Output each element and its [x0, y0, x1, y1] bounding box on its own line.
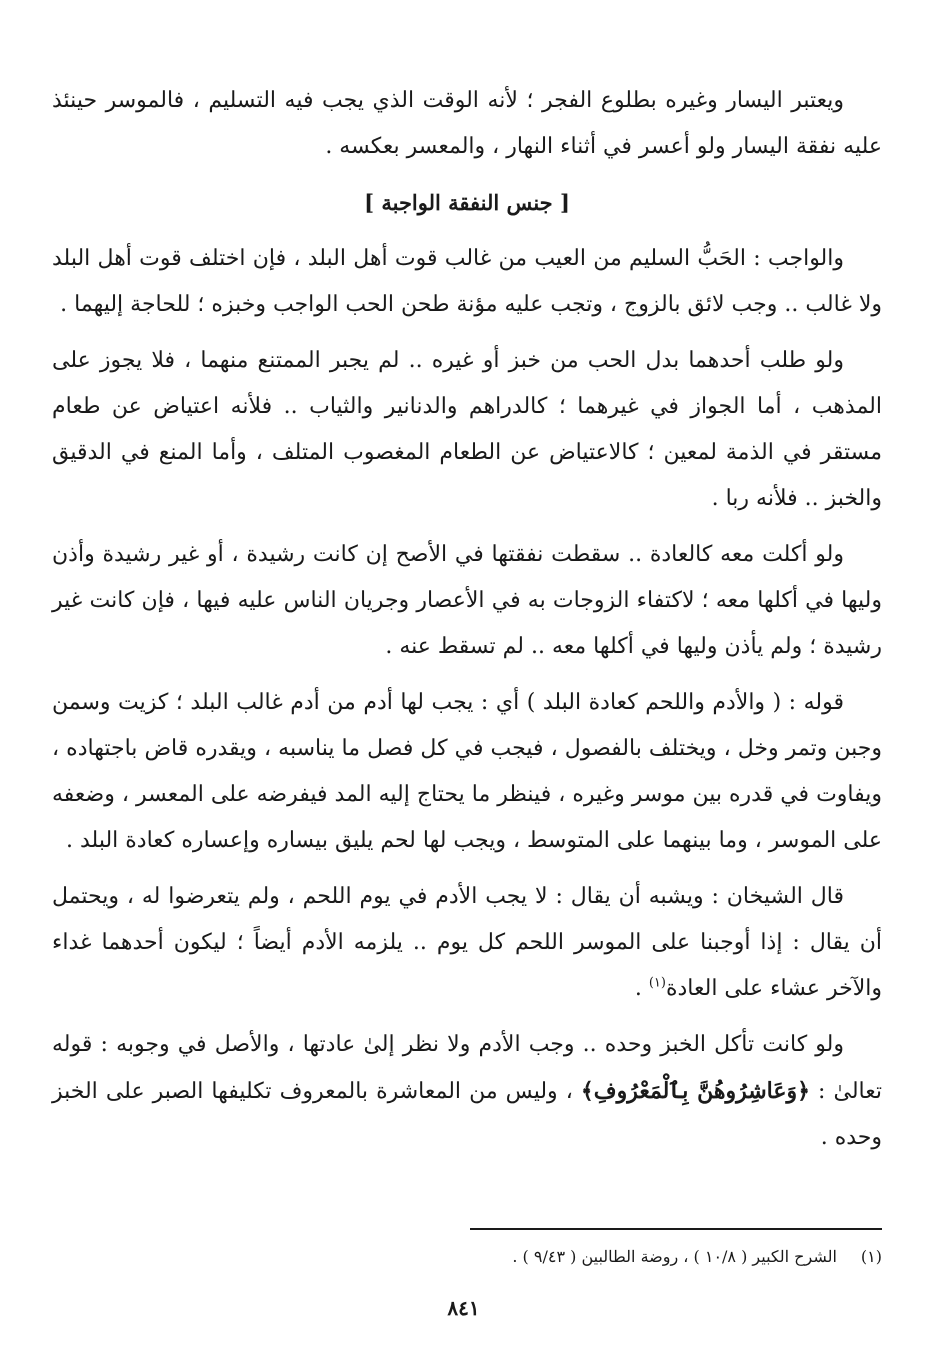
page-number: ٨٤١	[447, 1296, 480, 1320]
quran-verse: ﴿وَعَاشِرُوهُنَّ بِٱلْمَعْرُوفِ﴾	[580, 1078, 810, 1104]
paragraph-adam: قوله : ( والأدم واللحم كعادة البلد ) أي : يجب لها أدم من أدم غالب البلد ؛ كزيت وسمن وجبن وتمر وخل ، ويختلف بالفصول ، فيجب في كل فصل ما يناسبه ، ويقدره قاض باجتهاده ، ويفاوت في قدره بين موسر وغيره ، فينظر ما يحتاج إليه المد فيفرضه على المعسر ، وضعفه على الموسر ، وما بينهما على المتوسط ، ويجب لها لحم يليق بيساره وإعساره كعادة البلد .	[52, 690, 882, 853]
paragraph-badal: ولو طلب أحدهما بدل الحب من خبز أو غيره .. لم يجبر الممتنع منهما ، فلا يجوز على المذهب ، أما الجواز في غيرهما ؛ كالدراهم والدنانير والثياب .. فلأنه اعتياض عن طعام مستقر في الذمة لمعين ؛ كالاعتياض عن الطعام المغصوب المتلف ، وأما المنع في الدقيق والخبز .. فلأنه ربا .	[52, 348, 882, 511]
paragraph-wajib: والواجب : الحَبُّ السليم من العيب من غالب قوت أهل البلد ، فإن اختلف قوت أهل البلد ولا غالب .. وجب لائق بالزوج ، وتجب عليه مؤنة طحن الحب الواجب وخبزه ؛ للحاجة إليهما .	[52, 246, 882, 317]
paragraph-khubz-end: ، وليس من المعاشرة بالمعروف تكليفها الصبر على الخبز وحده .	[52, 1079, 882, 1150]
footnote	[282, 1245, 882, 1269]
paragraph-yasar: ويعتبر اليسار وغيره بطلوع الفجر ؛ لأنه الوقت الذي يجب فيه التسليم ، فالموسر حينئذ عليه نفقة اليسار ولو أعسر في أثناء النهار ، والمعسر بعكسه .	[52, 88, 882, 159]
paragraph-shaykhan-text: قال الشيخان : ويشبه أن يقال : لا يجب الأدم في يوم اللحم ، ولم يتعرضوا له ، ويحتمل أن يقال : إذا أوجبنا على الموسر اللحم كل يوم .. يلزمه الأدم أيضاً ؛ ليكون أحدهما غداء والآخر عشاء على العادة	[52, 884, 882, 1001]
footnote-reference: (١)	[648, 975, 666, 991]
paragraph-khubz	[52, 1022, 882, 1161]
page-body	[52, 78, 882, 1171]
footnote-divider	[470, 1228, 882, 1230]
paragraph-akalat: ولو أكلت معه كالعادة .. سقطت نفقتها في الأصح إن كانت رشيدة ، أو غير رشيدة وأذن وليها في أكلها معه ؛ لاكتفاء الزوجات به في الأعصار وجريان الناس عليه فيها ، فإن كانت غير رشيدة ؛ ولم يأذن وليها في أكلها معه .. لم تسقط عنه .	[52, 542, 882, 659]
paragraph-shaykhan	[52, 874, 882, 1012]
paragraph-shaykhan-end: .	[634, 976, 649, 1001]
footnote-text: الشرح الكبير ( ١٠/٨ ) ، روضة الطالبين ( ٩/٤٣ ) .	[512, 1247, 837, 1266]
section-heading: [ جنس النفقة الواجبة ]	[364, 190, 570, 215]
footnote-number: (١)	[860, 1247, 882, 1266]
paragraph-khubz-start: ولو كانت تأكل الخبز وحده .. وجب الأدم ولا نظر إلىٰ عادتها ، والأصل في وجوبه : قوله تعالىٰ :	[52, 1032, 882, 1104]
